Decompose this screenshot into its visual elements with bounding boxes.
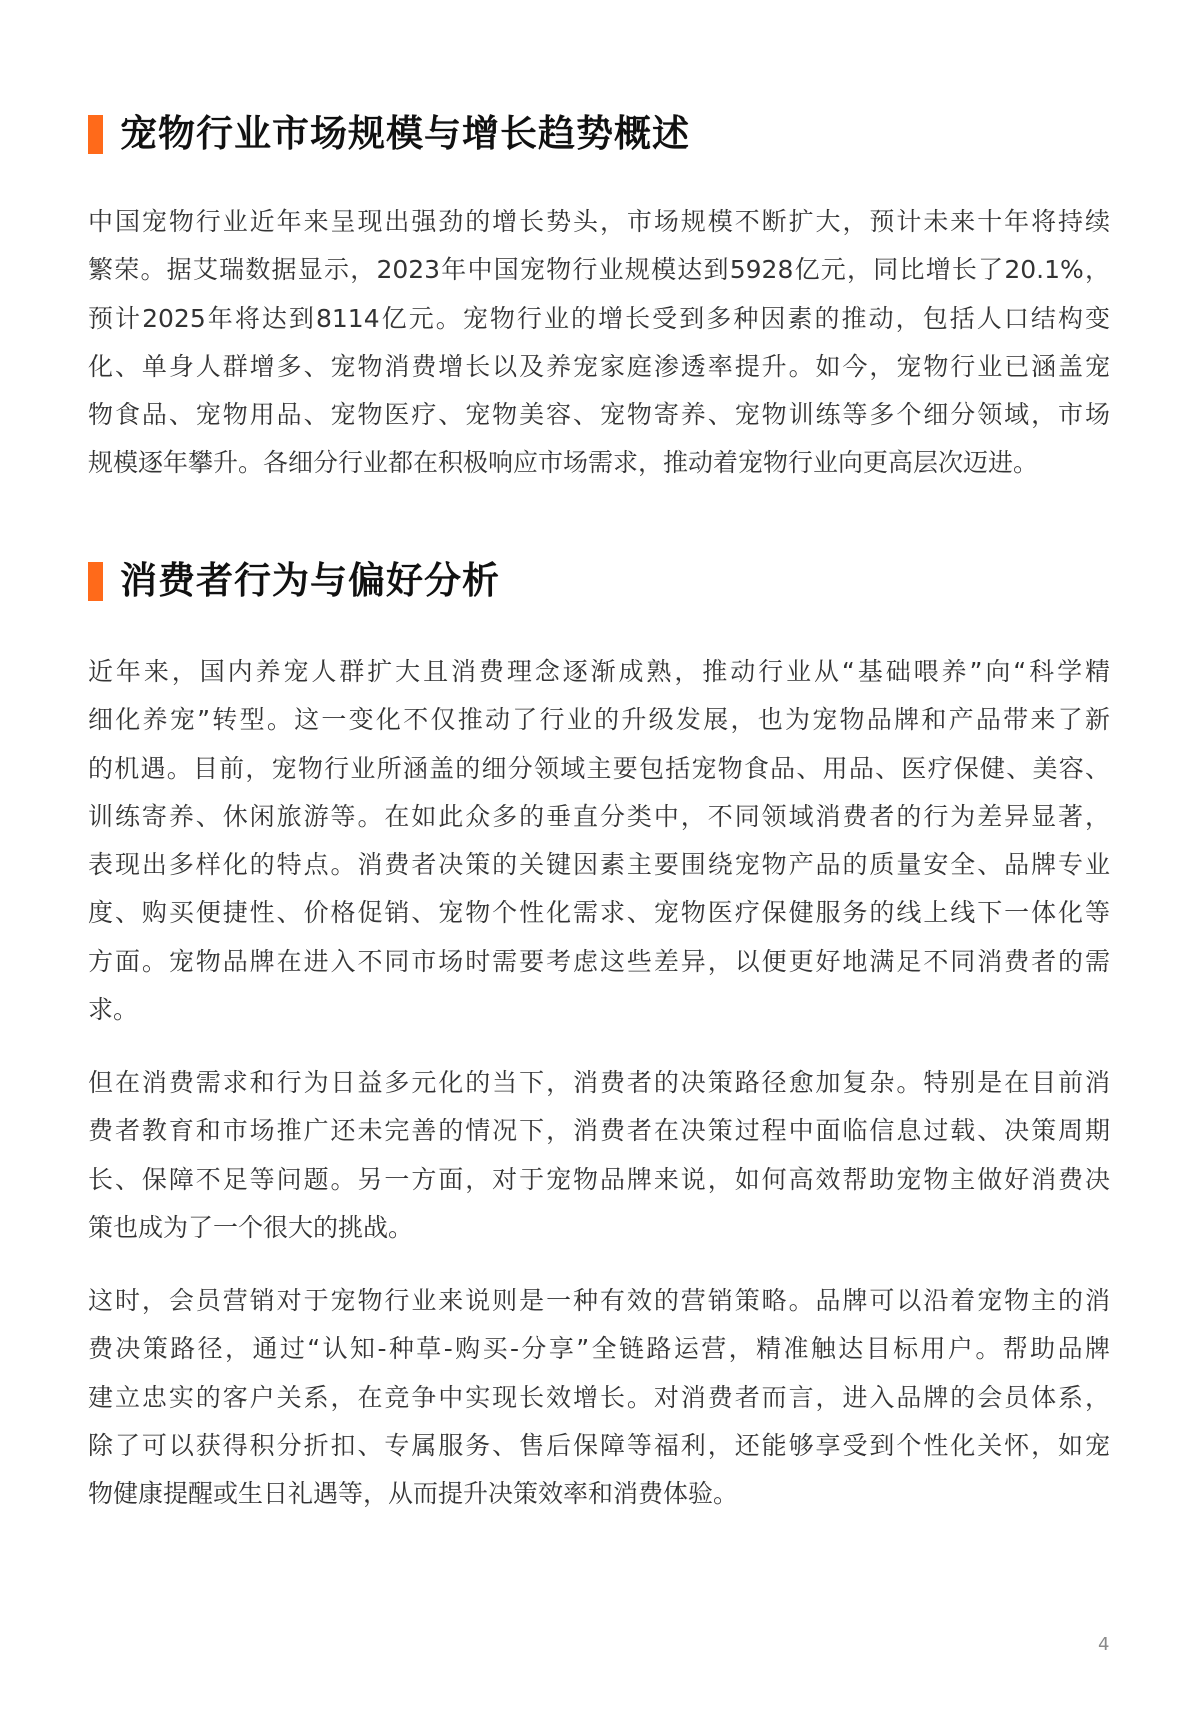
text-line: 中国宠物行业近年来呈现出强劲的增长势头，市场规模不断扩大，预计未来十年将持续 — [88, 207, 1110, 236]
text-line: 训练寄养、休闲旅游等。在如此众多的垂直分类中，不同领域消费者的行为差异显著， — [88, 801, 1110, 831]
section-heading — [88, 561, 500, 601]
text-line: 预计2025年将达到8114亿元。宠物行业的增长受到多种因素的推动，包括人口结构变 — [88, 303, 1110, 333]
paragraph — [88, 648, 1110, 1034]
text-line: 细化养宠”转型。这一变化不仅推动了行业的升级发展，也为宠物品牌和产品带来了新 — [88, 705, 1110, 735]
text-line: 除了可以获得积分折扣、专属服务、售后保障等福利，还能够享受到个性化关怀，如宠 — [88, 1430, 1110, 1460]
section-title: 宠物行业市场规模与增长趋势概述 — [120, 112, 690, 155]
section-heading — [88, 114, 690, 154]
text-line: 求。 — [88, 995, 139, 1025]
text-line: 繁荣。据艾瑞数据显示，2023年中国宠物行业规模达到5928亿元，同比增长了20.1%， — [88, 255, 1110, 285]
text-line: 物健康提醒或生日礼遇等，从而提升决策效率和消费体验。 — [88, 1479, 739, 1509]
text-line: 费者教育和市场推广还未完善的情况下，消费者在决策过程中面临信息过载、决策周期 — [88, 1116, 1110, 1146]
text-line: 度、购买便捷性、价格促销、宠物个性化需求、宠物医疗保健服务的线上线下一体化等 — [88, 898, 1110, 928]
paragraph — [88, 1059, 1110, 1252]
text-line: 表现出多样化的特点。消费者决策的关键因素主要围绕宠物产品的质量安全、品牌专业 — [88, 850, 1110, 880]
paragraph — [88, 1277, 1110, 1518]
text-line: 这时，会员营销对于宠物行业来说则是一种有效的营销策略。品牌可以沿着宠物主的消 — [88, 1286, 1110, 1315]
text-line: 规模逐年攀升。各细分行业都在积极响应市场需求，推动着宠物行业向更高层次迈进。 — [88, 448, 1039, 478]
text-line: 但在消费需求和行为日益多元化的当下，消费者的决策路径愈加复杂。特别是在目前消 — [88, 1068, 1110, 1097]
text-line: 策也成为了一个很大的挑战。 — [88, 1212, 414, 1242]
section-title: 消费者行为与偏好分析 — [120, 559, 500, 602]
text-line: 方面。宠物品牌在进入不同市场时需要考虑这些差异，以便更好地满足不同消费者的需 — [88, 946, 1110, 976]
paragraph — [88, 198, 1110, 488]
text-line: 建立忠实的客户关系，在竞争中实现长效增长。对消费者而言，进入品牌的会员体系， — [88, 1382, 1110, 1412]
text-line: 近年来，国内养宠人群扩大且消费理念逐渐成熟，推动行业从“基础喂养”向“科学精 — [88, 657, 1110, 686]
text-line: 长、保障不足等问题。另一方面，对于宠物品牌来说，如何高效帮助宠物主做好消费决 — [88, 1164, 1110, 1194]
heading-accent-bar — [88, 562, 103, 601]
page-number: 4 — [1098, 1634, 1110, 1655]
text-line: 物食品、宠物用品、宠物医疗、宠物美容、宠物寄养、宠物训练等多个细分领域，市场 — [88, 400, 1110, 430]
text-line: 化、单身人群增多、宠物消费增长以及养宠家庭渗透率提升。如今，宠物行业已涵盖宠 — [88, 351, 1110, 381]
text-line: 的机遇。目前，宠物行业所涵盖的细分领域主要包括宠物食品、用品、医疗保健、美容、 — [88, 753, 1110, 783]
heading-accent-bar — [88, 115, 103, 154]
text-line: 费决策路径，通过“认知-种草-购买-分享”全链路运营，精准触达目标用户。帮助品牌 — [88, 1334, 1110, 1364]
